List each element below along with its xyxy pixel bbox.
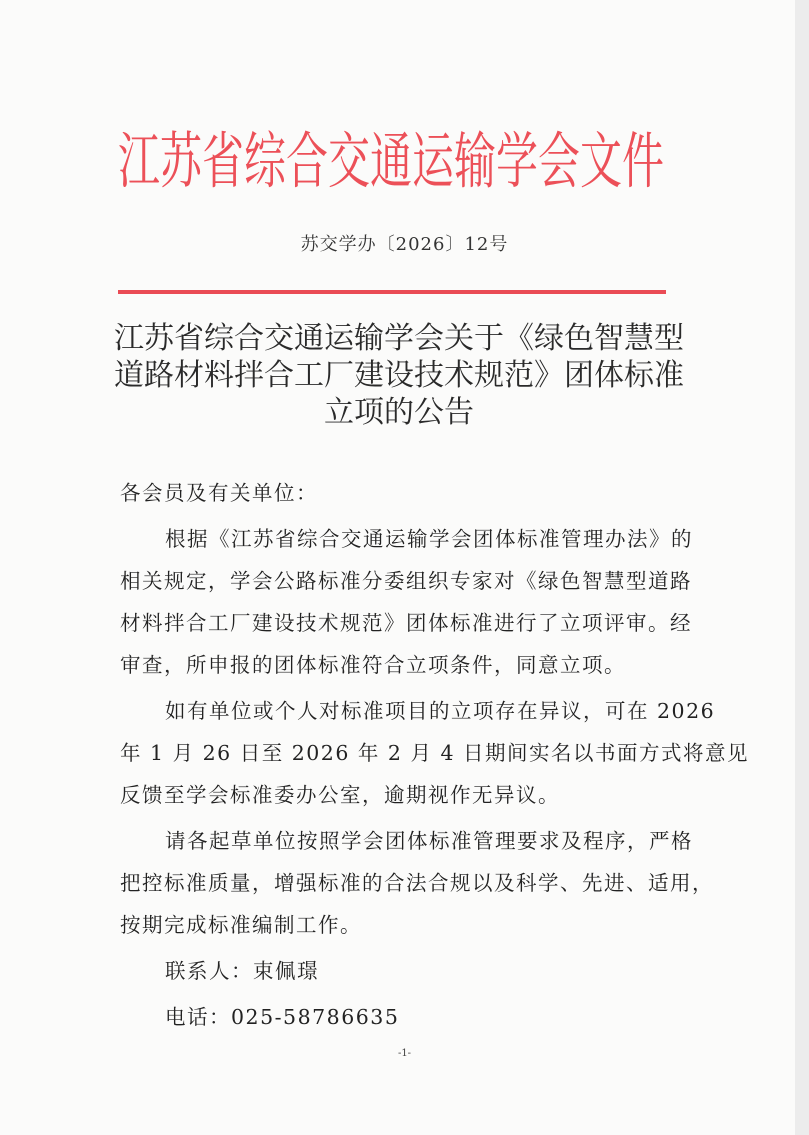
red-divider [118, 290, 666, 294]
text-line: 审查，所申报的团体标准符合立项条件，同意立项。 [120, 653, 626, 677]
document-header-title: 江苏省综合交通运输学会文件 [118, 125, 665, 197]
title-line: 道路材料拌合工厂建设技术规范》团体标准 [114, 358, 684, 393]
page-number: -1- [397, 1048, 412, 1059]
paragraph-1 [120, 518, 700, 686]
text-line: 请各起草单位按照学会团体标准管理要求及程序，严格 [165, 829, 693, 853]
paragraph-3 [120, 820, 714, 946]
contact-person: 联系人：束佩璟 [165, 959, 319, 983]
title-line: 江苏省综合交通运输学会关于《绿色智慧型 [114, 321, 684, 356]
text-line: 材料拌合工厂建设技术规范》团体标准进行了立项评审。经 [120, 611, 692, 635]
contact-phone: 电话：025-58786635 [165, 1005, 400, 1029]
text-line: 如有单位或个人对标准项目的立项存在异议，可在 2026 [165, 699, 716, 723]
salutation: 各会员及有关单位： [120, 481, 318, 505]
paragraph-2 [120, 690, 750, 816]
text-line: 根据《江苏省综合交通运输学会团体标准管理办法》的 [165, 527, 693, 551]
text-line: 按期完成标准编制工作。 [120, 913, 362, 937]
document-number: 苏交学办〔2026〕12号 [300, 234, 509, 255]
text-line: 相关规定，学会公路标准分委组织专家对《绿色智慧型道路 [120, 569, 692, 593]
text-line: 反馈至学会标准委办公室，逾期视作无异议。 [120, 783, 560, 807]
title-line: 立项的公告 [324, 395, 474, 430]
announcement-title [114, 320, 684, 431]
text-line: 年 1 月 26 日至 2026 年 2 月 4 日期间实名以书面方式将意见 [120, 741, 750, 765]
text-line: 把控标准质量，增强标准的合法合规以及科学、先进、适用， [120, 871, 714, 895]
document-body [120, 472, 750, 1038]
